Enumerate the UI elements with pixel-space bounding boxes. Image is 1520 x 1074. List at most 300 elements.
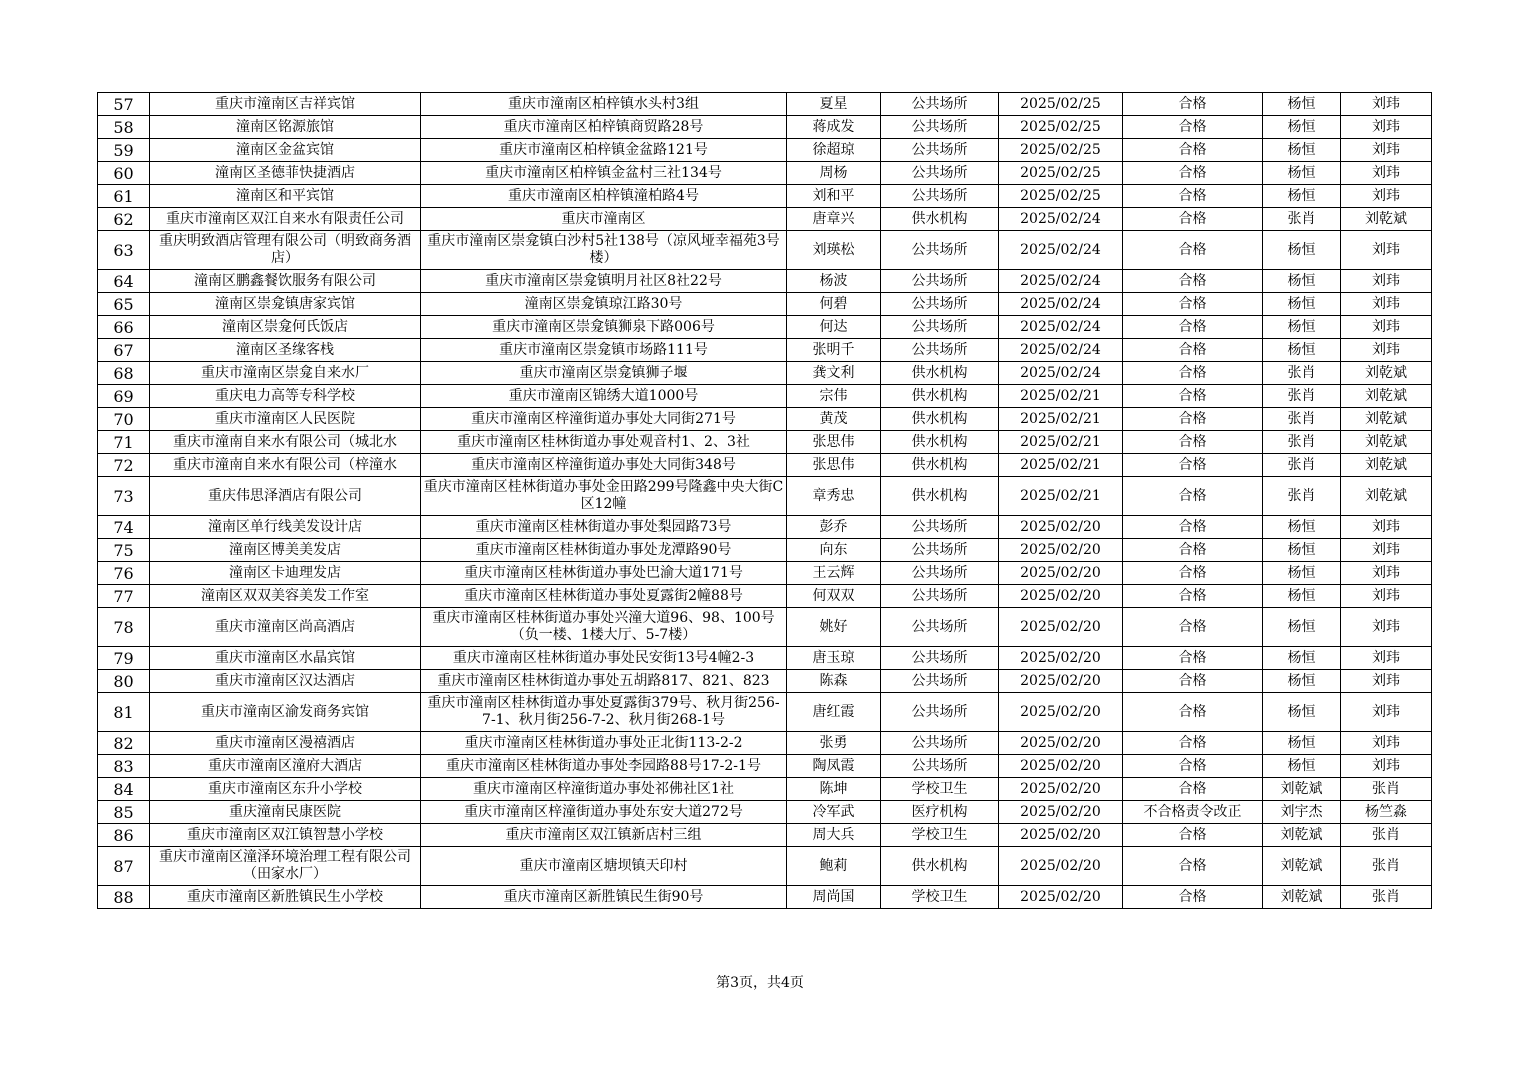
cell-row-number: 66 [98,316,150,339]
cell-row-number: 69 [98,385,150,408]
cell-row-number: 65 [98,293,150,316]
cell-row-number: 75 [98,539,150,562]
cell-org-name: 重庆市潼南区人民医院 [150,408,421,431]
cell-address: 重庆市潼南区新胜镇民生街90号 [421,886,787,909]
cell-inspector-2: 张肖 [1341,824,1432,847]
cell-contact-person: 徐超琼 [787,139,881,162]
cell-inspector-1: 杨恒 [1263,516,1341,539]
table-row [98,208,1432,231]
cell-inspector-2: 刘乾斌 [1341,454,1432,477]
cell-address: 重庆市潼南区梓潼街道办事处东安大道272号 [421,801,787,824]
cell-row-number: 87 [98,847,150,886]
cell-inspection-date: 2025/02/20 [999,778,1123,801]
cell-address: 重庆市潼南区柏梓镇商贸路28号 [421,116,787,139]
cell-row-number: 63 [98,231,150,270]
table-row [98,608,1432,647]
cell-contact-person: 向东 [787,539,881,562]
cell-result: 合格 [1123,886,1263,909]
cell-inspector-2: 刘玮 [1341,539,1432,562]
cell-address: 重庆市潼南区柏梓镇水头村3组 [421,93,787,116]
cell-address: 重庆市潼南区桂林街道办事处兴潼大道96、98、100号（负一楼、1楼大厅、5-7楼） [421,608,787,647]
cell-inspector-1: 杨恒 [1263,647,1341,670]
cell-inspector-1: 杨恒 [1263,670,1341,693]
cell-address: 重庆市潼南区梓潼街道办事处大同街348号 [421,454,787,477]
cell-inspection-date: 2025/02/21 [999,408,1123,431]
cell-inspector-1: 杨恒 [1263,693,1341,732]
cell-inspector-2: 刘乾斌 [1341,408,1432,431]
cell-inspector-1: 刘乾斌 [1263,847,1341,886]
cell-row-number: 58 [98,116,150,139]
page-footer: 第3页，共4页 [716,975,804,991]
cell-category: 公共场所 [881,608,999,647]
cell-result: 合格 [1123,316,1263,339]
cell-row-number: 79 [98,647,150,670]
cell-category: 供水机构 [881,847,999,886]
cell-inspector-2: 刘玮 [1341,185,1432,208]
table-row [98,93,1432,116]
cell-inspection-date: 2025/02/25 [999,185,1123,208]
cell-row-number: 80 [98,670,150,693]
table-row [98,778,1432,801]
cell-contact-person: 张思伟 [787,431,881,454]
cell-address: 重庆市潼南区崇龛镇狮泉下路006号 [421,316,787,339]
cell-result: 合格 [1123,516,1263,539]
cell-result: 合格 [1123,362,1263,385]
cell-contact-person: 何碧 [787,293,881,316]
cell-inspector-2: 刘玮 [1341,562,1432,585]
cell-contact-person: 何双双 [787,585,881,608]
cell-contact-person: 唐章兴 [787,208,881,231]
cell-inspector-2: 刘玮 [1341,270,1432,293]
cell-category: 学校卫生 [881,778,999,801]
cell-row-number: 83 [98,755,150,778]
table-row [98,231,1432,270]
cell-inspection-date: 2025/02/20 [999,647,1123,670]
table-row [98,539,1432,562]
cell-address: 重庆市潼南区桂林街道办事处正北街113-2-2 [421,732,787,755]
cell-address: 重庆市潼南区桂林街道办事处巴渝大道171号 [421,562,787,585]
cell-address: 重庆市潼南区桂林街道办事处夏露街2幢88号 [421,585,787,608]
cell-row-number: 70 [98,408,150,431]
cell-inspection-date: 2025/02/24 [999,231,1123,270]
cell-category: 公共场所 [881,293,999,316]
cell-category: 供水机构 [881,408,999,431]
cell-contact-person: 唐红霞 [787,693,881,732]
cell-result: 合格 [1123,847,1263,886]
cell-inspector-1: 杨恒 [1263,293,1341,316]
cell-category: 供水机构 [881,454,999,477]
cell-inspector-1: 张肖 [1263,385,1341,408]
cell-org-name: 潼南区卡迪理发店 [150,562,421,585]
cell-contact-person: 周大兵 [787,824,881,847]
cell-inspector-1: 张肖 [1263,362,1341,385]
cell-inspection-date: 2025/02/20 [999,847,1123,886]
table-row [98,824,1432,847]
cell-inspector-2: 刘玮 [1341,608,1432,647]
cell-contact-person: 张明千 [787,339,881,362]
table-row [98,293,1432,316]
cell-contact-person: 蒋成发 [787,116,881,139]
cell-inspector-1: 张肖 [1263,208,1341,231]
table-row [98,270,1432,293]
cell-contact-person: 姚好 [787,608,881,647]
cell-inspection-date: 2025/02/20 [999,608,1123,647]
table-row [98,408,1432,431]
cell-address: 重庆市潼南区塘坝镇天印村 [421,847,787,886]
cell-inspector-2: 刘乾斌 [1341,208,1432,231]
cell-row-number: 60 [98,162,150,185]
cell-org-name: 潼南区圣德菲快捷酒店 [150,162,421,185]
cell-inspection-date: 2025/02/25 [999,93,1123,116]
cell-contact-person: 何达 [787,316,881,339]
cell-result: 合格 [1123,585,1263,608]
cell-address: 重庆市潼南区梓潼街道办事处大同街271号 [421,408,787,431]
cell-inspection-date: 2025/02/21 [999,385,1123,408]
cell-org-name: 重庆市潼南区东升小学校 [150,778,421,801]
cell-row-number: 73 [98,477,150,516]
cell-inspector-2: 刘玮 [1341,231,1432,270]
cell-contact-person: 章秀忠 [787,477,881,516]
cell-result: 合格 [1123,116,1263,139]
cell-row-number: 76 [98,562,150,585]
cell-inspector-2: 刘乾斌 [1341,362,1432,385]
cell-row-number: 78 [98,608,150,647]
cell-inspector-2: 杨竺淼 [1341,801,1432,824]
cell-contact-person: 陈坤 [787,778,881,801]
cell-inspector-1: 杨恒 [1263,162,1341,185]
cell-inspection-date: 2025/02/25 [999,116,1123,139]
cell-result: 合格 [1123,339,1263,362]
cell-inspector-2: 刘玮 [1341,162,1432,185]
cell-inspector-2: 刘玮 [1341,116,1432,139]
cell-inspector-1: 杨恒 [1263,316,1341,339]
cell-row-number: 64 [98,270,150,293]
cell-inspection-date: 2025/02/20 [999,824,1123,847]
cell-row-number: 81 [98,693,150,732]
cell-inspector-1: 刘乾斌 [1263,824,1341,847]
table-row [98,562,1432,585]
cell-contact-person: 鲍莉 [787,847,881,886]
cell-org-name: 潼南区博美美发店 [150,539,421,562]
cell-result: 合格 [1123,608,1263,647]
cell-contact-person: 陈森 [787,670,881,693]
cell-result: 合格 [1123,431,1263,454]
cell-result: 合格 [1123,693,1263,732]
cell-inspector-2: 刘玮 [1341,293,1432,316]
cell-result: 合格 [1123,732,1263,755]
cell-org-name: 潼南区圣缘客栈 [150,339,421,362]
cell-category: 公共场所 [881,585,999,608]
cell-result: 不合格责令改正 [1123,801,1263,824]
table-row [98,670,1432,693]
cell-category: 公共场所 [881,139,999,162]
cell-inspection-date: 2025/02/20 [999,539,1123,562]
cell-inspector-2: 刘玮 [1341,647,1432,670]
cell-row-number: 74 [98,516,150,539]
table-row [98,693,1432,732]
table-row [98,647,1432,670]
cell-result: 合格 [1123,647,1263,670]
table-row [98,732,1432,755]
cell-address: 重庆市潼南区桂林街道办事处龙潭路90号 [421,539,787,562]
cell-org-name: 潼南区金盆宾馆 [150,139,421,162]
cell-org-name: 潼南区单行线美发设计店 [150,516,421,539]
cell-contact-person: 张勇 [787,732,881,755]
cell-address: 重庆市潼南区 [421,208,787,231]
cell-category: 公共场所 [881,93,999,116]
cell-address: 重庆市潼南区柏梓镇金盆路121号 [421,139,787,162]
cell-inspector-2: 张肖 [1341,847,1432,886]
cell-inspection-date: 2025/02/21 [999,454,1123,477]
cell-category: 公共场所 [881,516,999,539]
cell-org-name: 重庆伟思泽酒店有限公司 [150,477,421,516]
cell-result: 合格 [1123,385,1263,408]
cell-inspector-1: 杨恒 [1263,585,1341,608]
cell-org-name: 重庆市潼南区汉达酒店 [150,670,421,693]
cell-row-number: 57 [98,93,150,116]
table-row [98,339,1432,362]
cell-result: 合格 [1123,231,1263,270]
cell-inspection-date: 2025/02/21 [999,431,1123,454]
cell-result: 合格 [1123,477,1263,516]
cell-result: 合格 [1123,778,1263,801]
cell-inspector-1: 张肖 [1263,454,1341,477]
cell-org-name: 重庆潼南民康医院 [150,801,421,824]
table-row [98,316,1432,339]
cell-org-name: 重庆市潼南区吉祥宾馆 [150,93,421,116]
cell-category: 学校卫生 [881,886,999,909]
cell-inspector-1: 张肖 [1263,408,1341,431]
cell-org-name: 重庆市潼南区水晶宾馆 [150,647,421,670]
cell-inspector-1: 杨恒 [1263,562,1341,585]
cell-inspector-2: 刘玮 [1341,339,1432,362]
cell-inspector-2: 刘玮 [1341,139,1432,162]
cell-inspector-2: 刘玮 [1341,732,1432,755]
cell-org-name: 重庆明致酒店管理有限公司（明致商务酒店） [150,231,421,270]
cell-category: 公共场所 [881,732,999,755]
cell-inspection-date: 2025/02/20 [999,516,1123,539]
cell-result: 合格 [1123,408,1263,431]
table-body [98,93,1432,909]
cell-org-name: 重庆市潼南区漫禧酒店 [150,732,421,755]
cell-address: 重庆市潼南区崇龛镇市场路111号 [421,339,787,362]
cell-org-name: 重庆市潼南自来水有限公司（梓潼水 [150,454,421,477]
cell-result: 合格 [1123,562,1263,585]
cell-org-name: 潼南区崇龛何氏饭店 [150,316,421,339]
cell-inspector-2: 刘玮 [1341,516,1432,539]
cell-org-name: 重庆市潼南区渝发商务宾馆 [150,693,421,732]
cell-category: 供水机构 [881,208,999,231]
cell-inspection-date: 2025/02/24 [999,316,1123,339]
cell-org-name: 重庆电力高等专科学校 [150,385,421,408]
cell-row-number: 61 [98,185,150,208]
cell-result: 合格 [1123,185,1263,208]
cell-inspector-1: 刘乾斌 [1263,886,1341,909]
cell-row-number: 88 [98,886,150,909]
cell-inspection-date: 2025/02/21 [999,477,1123,516]
cell-category: 供水机构 [881,431,999,454]
cell-row-number: 59 [98,139,150,162]
cell-org-name: 潼南区铭源旅馆 [150,116,421,139]
cell-inspector-2: 张肖 [1341,886,1432,909]
cell-result: 合格 [1123,824,1263,847]
table-row [98,362,1432,385]
cell-category: 供水机构 [881,362,999,385]
cell-address: 重庆市潼南区桂林街道办事处民安街13号4幢2-3 [421,647,787,670]
cell-contact-person: 龚文利 [787,362,881,385]
cell-inspector-2: 刘玮 [1341,755,1432,778]
cell-inspector-2: 刘玮 [1341,585,1432,608]
cell-inspector-1: 杨恒 [1263,755,1341,778]
cell-category: 公共场所 [881,755,999,778]
cell-address: 重庆市潼南区锦绣大道1000号 [421,385,787,408]
cell-result: 合格 [1123,162,1263,185]
cell-result: 合格 [1123,208,1263,231]
cell-inspection-date: 2025/02/24 [999,270,1123,293]
cell-address: 重庆市潼南区双江镇新店村三组 [421,824,787,847]
cell-org-name: 潼南区鹏鑫餐饮服务有限公司 [150,270,421,293]
cell-category: 公共场所 [881,693,999,732]
cell-result: 合格 [1123,670,1263,693]
cell-category: 公共场所 [881,231,999,270]
table-row [98,585,1432,608]
cell-contact-person: 刘和平 [787,185,881,208]
cell-org-name: 重庆市潼南区崇龛自来水厂 [150,362,421,385]
cell-inspector-1: 杨恒 [1263,185,1341,208]
cell-org-name: 重庆市潼南区双江自来水有限责任公司 [150,208,421,231]
cell-result: 合格 [1123,139,1263,162]
cell-contact-person: 彭乔 [787,516,881,539]
cell-inspector-1: 杨恒 [1263,270,1341,293]
cell-category: 供水机构 [881,477,999,516]
cell-inspector-2: 刘玮 [1341,93,1432,116]
cell-category: 公共场所 [881,670,999,693]
cell-contact-person: 杨波 [787,270,881,293]
cell-category: 公共场所 [881,185,999,208]
cell-row-number: 77 [98,585,150,608]
cell-org-name: 潼南区和平宾馆 [150,185,421,208]
cell-address: 重庆市潼南区崇龛镇狮子堰 [421,362,787,385]
cell-category: 学校卫生 [881,824,999,847]
cell-inspection-date: 2025/02/20 [999,670,1123,693]
cell-inspection-date: 2025/02/20 [999,562,1123,585]
cell-category: 公共场所 [881,647,999,670]
cell-address: 重庆市潼南区崇龛镇白沙村5社138号（凉风垭幸福苑3号楼） [421,231,787,270]
cell-inspection-date: 2025/02/25 [999,139,1123,162]
cell-result: 合格 [1123,270,1263,293]
table-row [98,431,1432,454]
cell-address: 重庆市潼南区桂林街道办事处梨园路73号 [421,516,787,539]
cell-category: 公共场所 [881,339,999,362]
cell-org-name: 潼南区崇龛镇唐家宾馆 [150,293,421,316]
table-row [98,385,1432,408]
cell-inspector-2: 刘乾斌 [1341,385,1432,408]
cell-inspector-1: 杨恒 [1263,116,1341,139]
cell-inspector-1: 杨恒 [1263,608,1341,647]
cell-inspector-1: 杨恒 [1263,732,1341,755]
cell-inspection-date: 2025/02/20 [999,693,1123,732]
table-row [98,454,1432,477]
cell-inspector-1: 杨恒 [1263,139,1341,162]
cell-inspector-2: 张肖 [1341,778,1432,801]
cell-org-name: 重庆市潼南区尚高酒店 [150,608,421,647]
cell-contact-person: 周杨 [787,162,881,185]
cell-category: 公共场所 [881,539,999,562]
table-row [98,477,1432,516]
cell-inspector-1: 杨恒 [1263,539,1341,562]
cell-row-number: 84 [98,778,150,801]
cell-contact-person: 陶凤霞 [787,755,881,778]
cell-inspection-date: 2025/02/20 [999,585,1123,608]
cell-inspector-2: 刘玮 [1341,693,1432,732]
cell-category: 公共场所 [881,162,999,185]
cell-category: 公共场所 [881,116,999,139]
cell-result: 合格 [1123,539,1263,562]
cell-row-number: 82 [98,732,150,755]
cell-address: 重庆市潼南区柏梓镇金盆村三社134号 [421,162,787,185]
cell-result: 合格 [1123,293,1263,316]
table-row [98,755,1432,778]
cell-result: 合格 [1123,93,1263,116]
cell-inspector-1: 刘宇杰 [1263,801,1341,824]
cell-category: 供水机构 [881,385,999,408]
cell-address: 重庆市潼南区梓潼街道办事处祁佛社区1社 [421,778,787,801]
cell-contact-person: 张思伟 [787,454,881,477]
cell-inspector-2: 刘乾斌 [1341,477,1432,516]
table-row [98,162,1432,185]
cell-inspector-2: 刘玮 [1341,670,1432,693]
cell-address: 重庆市潼南区桂林街道办事处观音村1、2、3社 [421,431,787,454]
cell-inspection-date: 2025/02/24 [999,293,1123,316]
cell-inspection-date: 2025/02/24 [999,208,1123,231]
cell-inspection-date: 2025/02/25 [999,162,1123,185]
cell-row-number: 62 [98,208,150,231]
cell-inspection-date: 2025/02/20 [999,755,1123,778]
cell-inspector-2: 刘乾斌 [1341,431,1432,454]
cell-org-name: 重庆市潼南区双江镇智慧小学校 [150,824,421,847]
cell-contact-person: 冷军武 [787,801,881,824]
table-row [98,116,1432,139]
cell-inspector-1: 杨恒 [1263,93,1341,116]
cell-inspector-2: 刘玮 [1341,316,1432,339]
cell-inspection-date: 2025/02/20 [999,732,1123,755]
cell-contact-person: 唐玉琼 [787,647,881,670]
cell-row-number: 85 [98,801,150,824]
cell-contact-person: 宗伟 [787,385,881,408]
cell-address: 重庆市潼南区桂林街道办事处金田路299号隆鑫中央大街C区12幢 [421,477,787,516]
cell-address: 重庆市潼南区桂林街道办事处夏露街379号、秋月街256-7-1、秋月街256-7-2、秋月街268-1号 [421,693,787,732]
cell-contact-person: 王云辉 [787,562,881,585]
cell-inspector-1: 刘乾斌 [1263,778,1341,801]
inspection-table [97,92,1432,909]
cell-inspection-date: 2025/02/20 [999,886,1123,909]
cell-category: 公共场所 [881,270,999,293]
table-row [98,139,1432,162]
table-row [98,185,1432,208]
cell-inspection-date: 2025/02/24 [999,339,1123,362]
cell-contact-person: 刘瑛松 [787,231,881,270]
table-row [98,801,1432,824]
cell-address: 重庆市潼南区桂林街道办事处李园路88号17-2-1号 [421,755,787,778]
cell-result: 合格 [1123,454,1263,477]
table-row [98,886,1432,909]
cell-address: 重庆市潼南区崇龛镇明月社区8社22号 [421,270,787,293]
cell-row-number: 71 [98,431,150,454]
cell-row-number: 86 [98,824,150,847]
cell-contact-person: 黄茂 [787,408,881,431]
cell-row-number: 72 [98,454,150,477]
cell-category: 公共场所 [881,562,999,585]
